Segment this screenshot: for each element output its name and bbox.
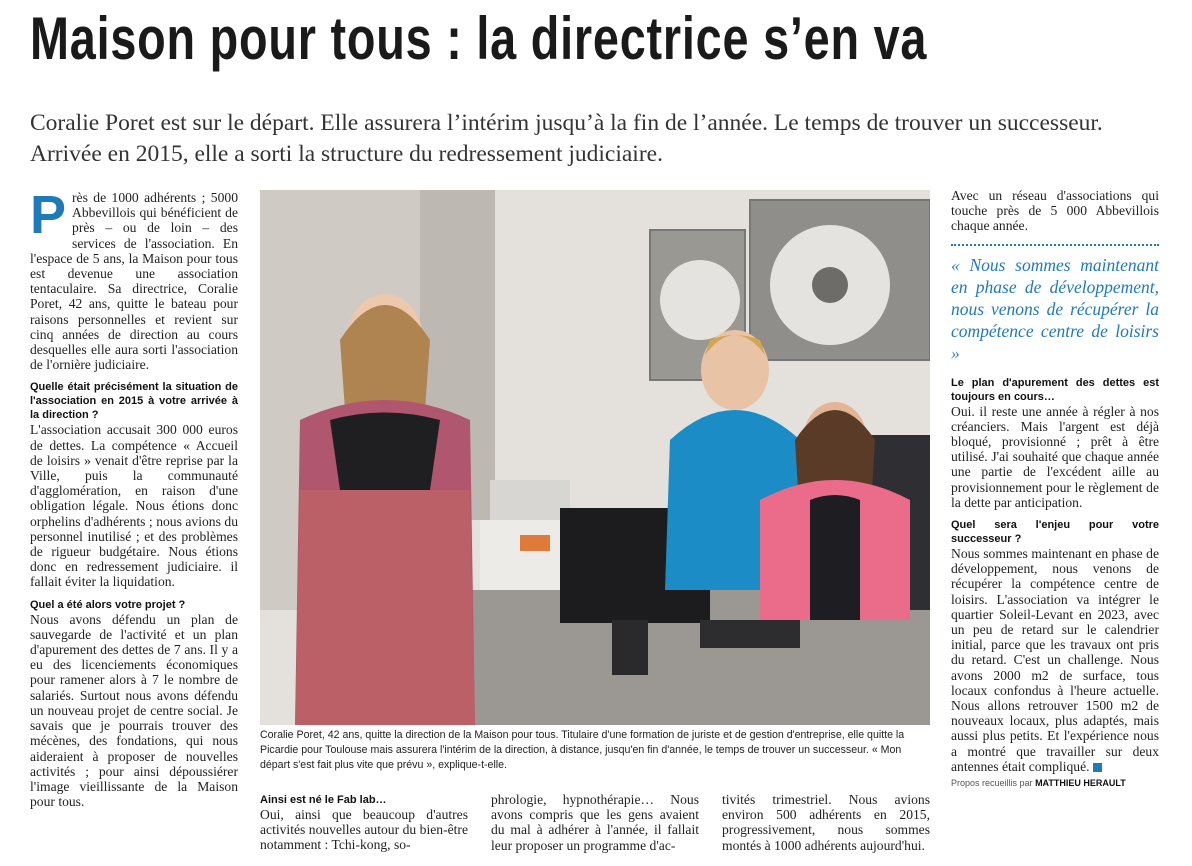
bottom-column-2 — [491, 792, 699, 853]
article-photo — [260, 190, 930, 725]
drop-cap: P — [30, 185, 67, 245]
author-credit: Propos recueillis par MATTHIEU HERAULT — [951, 778, 1126, 789]
article-column-3 — [951, 188, 1159, 791]
answer-1: L'association accusait 300 000 euros de dettes. La compétence « Accueil de loisirs » venait d'être reprise par la Ville, puis la communauté d'agglomération, en raison d'une obligation légale. Nous étions donc orphelins d'adhérents ; nous avions du personnel inutilisé ; et des problèmes de rigueur budgétaire. Nous étions donc en redressement judiciaire. il fallait éviter la liquidation. — [30, 422, 238, 590]
col3-answer-2: Nous sommes maintenant en phase de développement, nous venons de récupérer la compétence centre de loisirs. L'association va intégrer le quartier Soleil-Levant en 2023, avec un peu de retard sur le calendrier initial, parce que les travaux ont pris du retard. C'est un challenge. Nous avons 2000 m2 de surface, tous locaux confondus à l'heure actuelle. Nous allons retrouver 1500 m2 de nouveaux locaux, plus adaptés, mais aussi plus petits. Et l'expérience nous a montré que travailler sur deux antennes était compliqué. — [951, 546, 1159, 774]
bottom-text-3: tivités trimestriel. Nous avions environ 500 adhérents en 2015, progressivement, nous sommes montés à 1000 adhérents aujourd'hui. — [722, 792, 930, 853]
col3-answer-1: Oui. il reste une année à régler à nos créanciers. Mais l'argent est déjà bloqué, provisionné ; prêt à être utilisé. J'ai souhaité que chaque année une partie de l'excédent aille au provisionnement pour le règlement de la dette par anticipation. — [951, 403, 1159, 510]
col3-question-1: Le plan d'apurement des dettes est toujours en cours… — [951, 376, 1159, 403]
bottom-column-3 — [722, 792, 930, 853]
headline: Maison pour tous : la directrice s’en va — [30, 5, 928, 72]
question-2: Quel a été alors votre projet ? — [30, 598, 186, 611]
end-mark-icon — [1093, 763, 1102, 772]
intro-paragraph: Près de 1000 adhérents ; 5000 Abbevillois qui bénéficient de près – ou de loin – des services de l'association. En l'espace de 5 ans, la Maison pour tous est devenue une association tentaculaire. Sa directrice, Coralie Poret, 42 ans, quitte le bateau pour raisons personnelles et revient sur cinq années de direction au cours desquelles elle aura sorti l'association de l'ornière judiciaire. — [30, 185, 238, 373]
question-fablab: Ainsi est né le Fab lab… — [260, 794, 387, 806]
lede: Coralie Poret est sur le départ. Elle assurera l’intérim jusqu’à la fin de l’année. Le temps de trouver un successeur. Arrivée en 2015, elle a sorti la structure du redressement judiciaire. — [30, 110, 1103, 167]
bottom-text-2: phrologie, hypnothérapie… Nous avons compris que les gens avaient du mal à adhérer à l'année, il fallait leur proposer un programme d'ac- — [491, 792, 699, 853]
bottom-column-1 — [260, 793, 468, 853]
question-1: Quelle était précisément la situation de l'association en 2015 à votre arrivée à la direction ? — [30, 381, 238, 422]
photo-caption: Coralie Poret, 42 ans, quitte la direction de la Maison pour tous. Titulaire d'une formation de juriste et de gestion d'entreprise, elle quitte la Picardie pour Toulouse mais assurera l'intérim de la direction, à distance, jusqu'en fin d'année, le temps de trouver un successeur. « Mon départ s'est fait plus vite que prévu », explique-t-elle. — [260, 729, 905, 771]
article-column-1 — [30, 185, 238, 810]
col3-question-2: Quel sera l'enjeu pour votre successeur ? — [951, 519, 1159, 546]
office-photo-illustration — [260, 190, 930, 725]
pull-quote: « Nous sommes maintenant en phase de développement, nous venons de récupérer la compétence centre de loisirs » — [951, 254, 1159, 363]
col3-intro: Avec un réseau d'associations qui touche près de 5 000 Abbevillois chaque année. — [951, 188, 1159, 234]
pull-quote-divider — [951, 244, 1159, 246]
bottom-text-1: Oui, ainsi que beaucoup d'autres activités nouvelles autour du bien-être notamment : Tchi-kong, so- — [260, 807, 468, 853]
answer-2: Nous avons défendu un plan de sauvegarde de l'activité et un plan d'apurement des dettes de 7 ans. Il y a eu des licenciements économiques pour ramener alors à 7 le nombre de salariés. Surtout nous avons défendu un nouveau projet de centre social. Je savais que je pourrais trouver des mécènes, des fondations, qui nous aideraient à proposer de nouvelles activités ; pour ainsi dépoussiérer l'image vieillissante de la Maison pour tous. — [30, 611, 238, 810]
